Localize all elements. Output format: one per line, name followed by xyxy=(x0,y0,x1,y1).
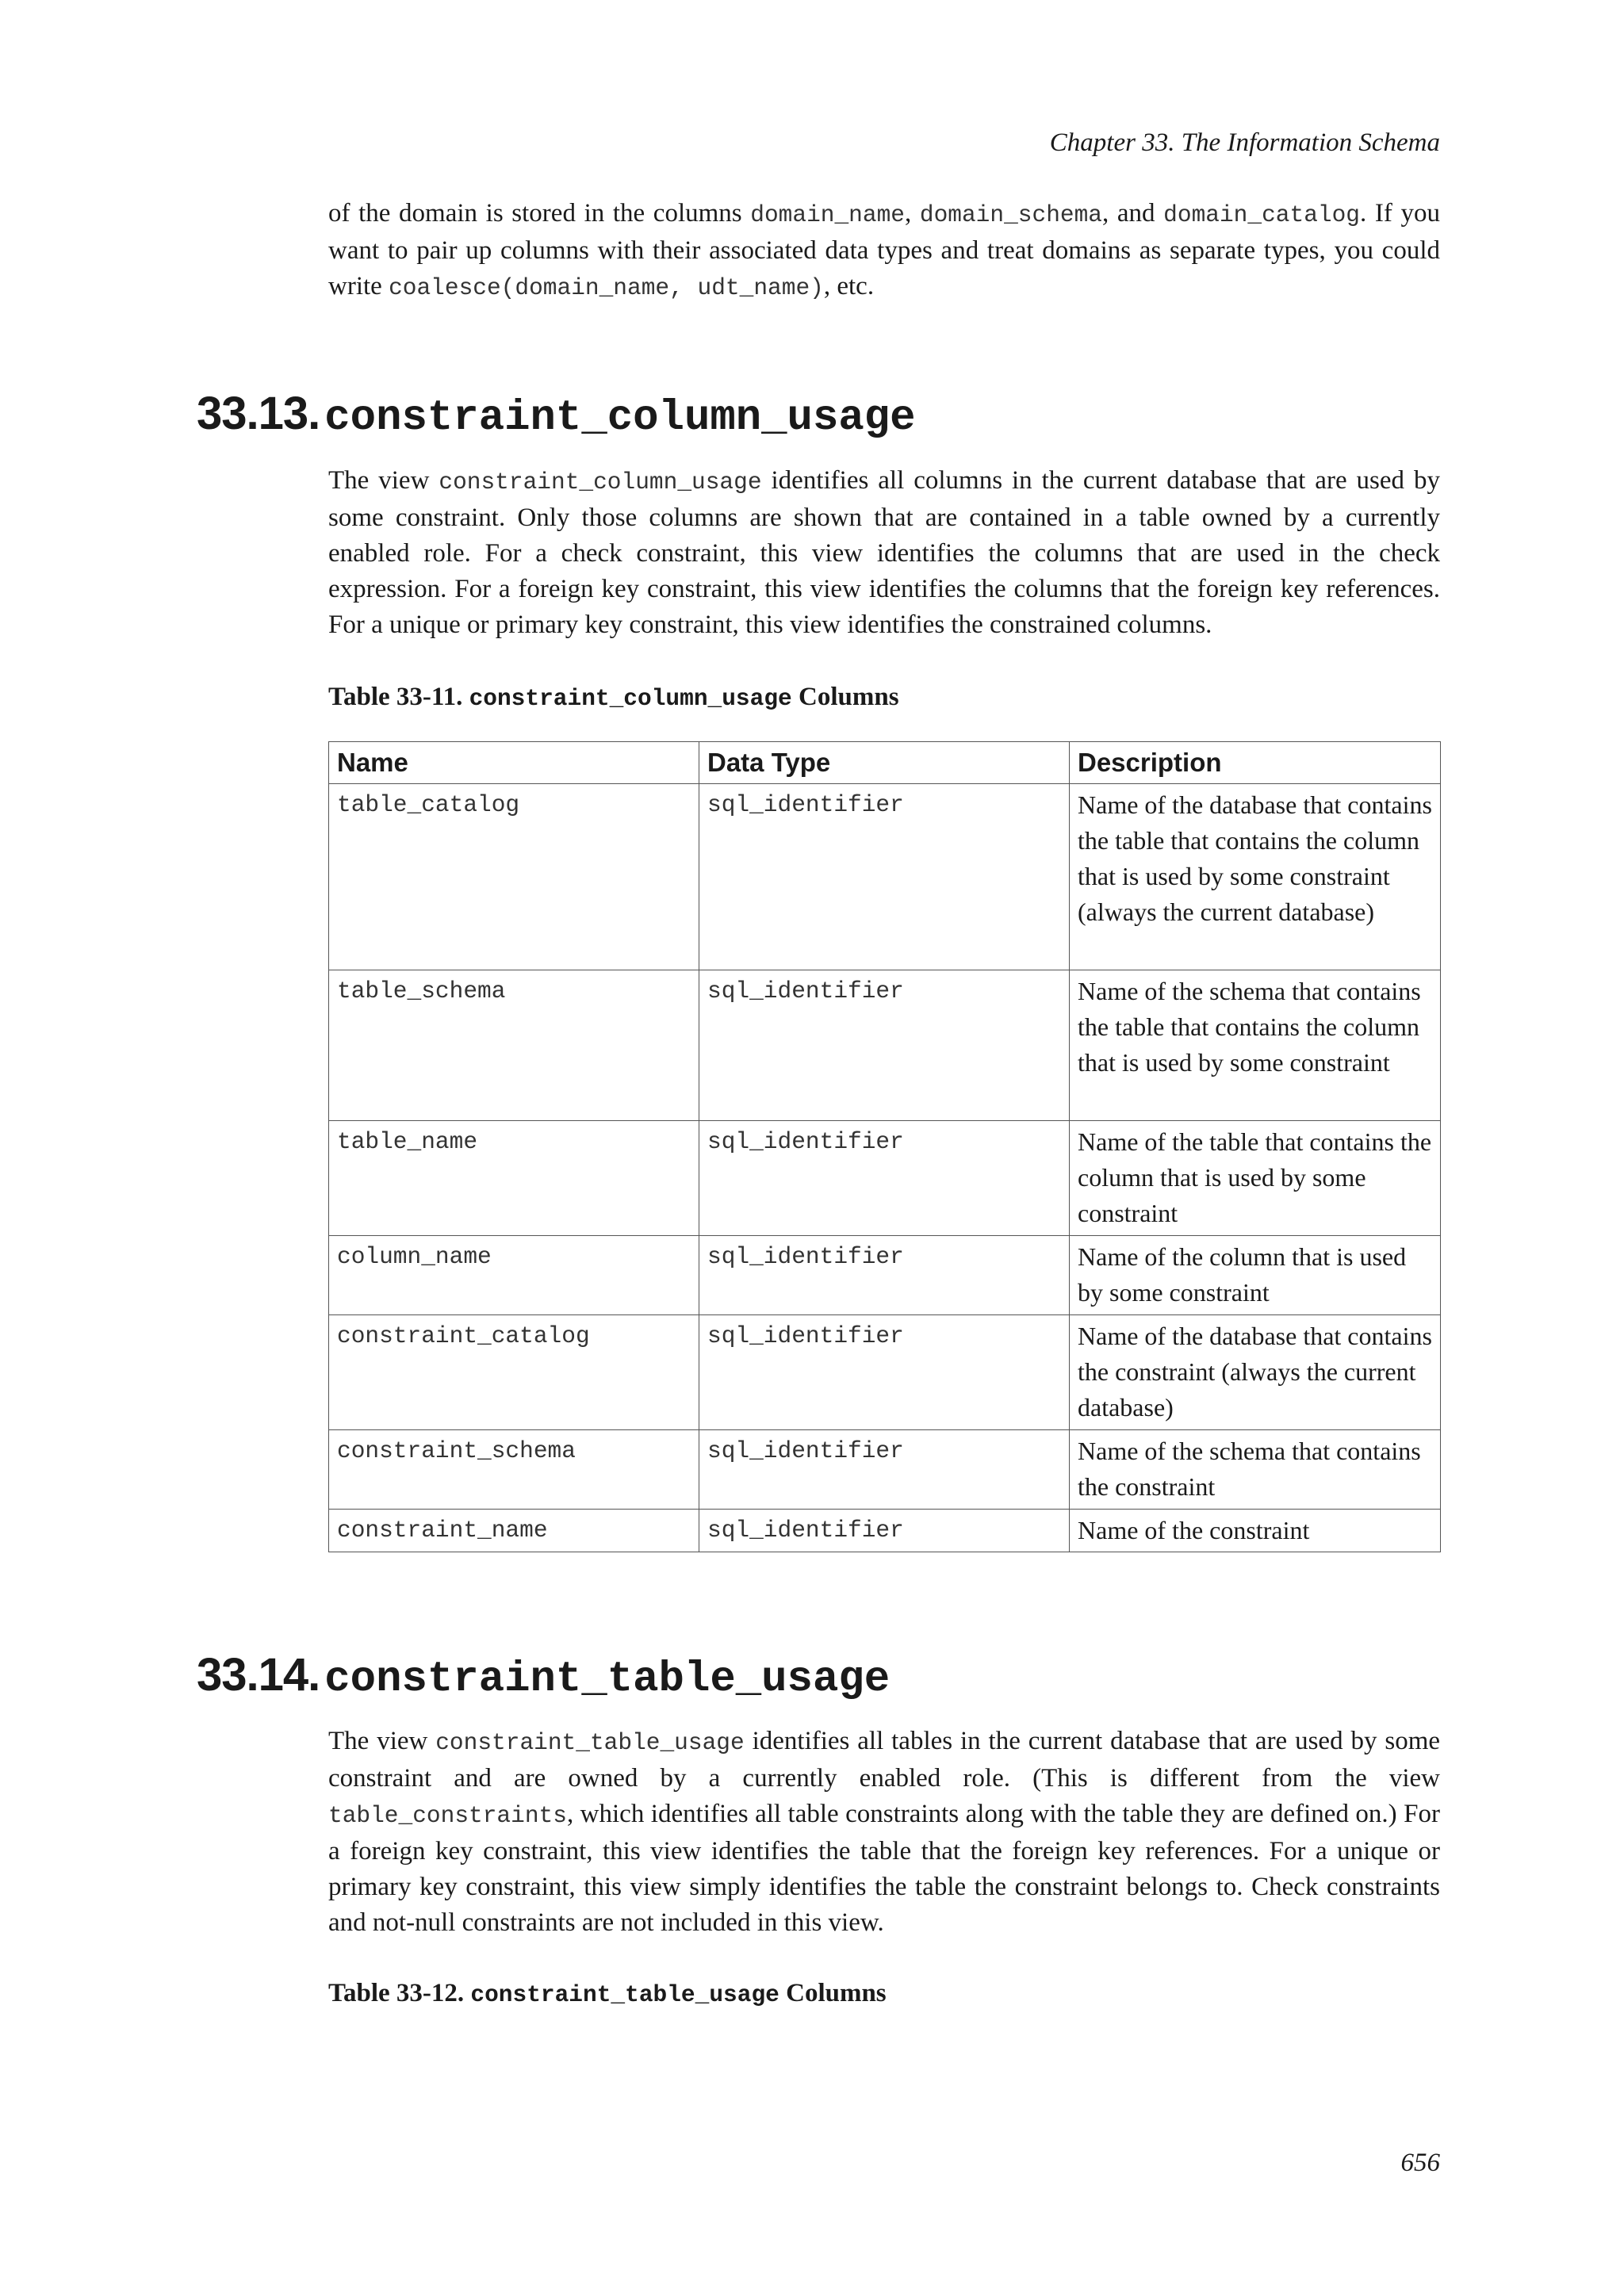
caption-code: constraint_column_usage xyxy=(469,685,792,712)
cell-name: table_catalog xyxy=(329,784,699,970)
section-heading-33-14 xyxy=(197,1648,890,1704)
cell-data-type: sql_identifier xyxy=(699,1236,1070,1315)
caption-prefix: Table 33-12. xyxy=(328,1979,471,2007)
text: The view xyxy=(328,1727,436,1755)
cell-description: Name of the schema that contains the constraint xyxy=(1070,1430,1441,1510)
table-row xyxy=(329,1236,1441,1315)
section-number: 33.14. xyxy=(197,1649,320,1701)
cell-description: Name of the schema that contains the table that contains the column that is used by some constraint xyxy=(1070,970,1441,1121)
cell-data-type: sql_identifier xyxy=(699,1430,1070,1510)
cell-data-type: sql_identifier xyxy=(699,970,1070,1121)
caption-suffix: Columns xyxy=(791,683,899,711)
text: , which identifies all table constraints along with the table they are defined on.) For a foreign key constraint, this view identifies the table that the foreign key references. For a unique or primary key constraint, this view simply identifies the table the constraint belongs to. Check constraints and not-null constraints are not included in this view. xyxy=(328,1800,1440,1937)
columns-table xyxy=(328,741,1441,1552)
text: of the domain is stored in the columns xyxy=(328,199,751,228)
section-name: constraint_table_usage xyxy=(324,1655,891,1704)
page-number: 656 xyxy=(1400,2149,1440,2177)
cell-description: Name of the column that is used by some constraint xyxy=(1070,1236,1441,1315)
code-span: domain_schema xyxy=(919,201,1103,228)
table-row xyxy=(329,1510,1441,1552)
cell-data-type: sql_identifier xyxy=(699,1121,1070,1236)
code-span: domain_catalog xyxy=(1163,201,1361,228)
column-header-name: Name xyxy=(329,742,699,784)
text: identifies all columns in the current database that are used by some constraint. Only those columns are shown that are contained in a table owned by a currently enabled role. For a check constraint, this view identifies the columns that are used in the check expression. For a foreign key constraint, this view identifies the columns that the foreign key references. For a unique or primary key constraint, this view identifies the constrained columns. xyxy=(328,466,1440,639)
section-33-14-paragraph xyxy=(328,1724,1440,1941)
running-header: Chapter 33. The Information Schema xyxy=(1049,128,1440,157)
cell-name: table_name xyxy=(329,1121,699,1236)
caption-prefix: Table 33-11. xyxy=(328,683,469,711)
column-header-description: Description xyxy=(1070,742,1441,784)
intro-paragraph xyxy=(328,196,1440,306)
table-row xyxy=(329,970,1441,1121)
table-header-row xyxy=(329,742,1441,784)
cell-description: Name of the constraint xyxy=(1070,1510,1441,1552)
cell-data-type: sql_identifier xyxy=(699,784,1070,970)
table-caption-33-12 xyxy=(328,1979,887,2008)
code-span: domain_name xyxy=(750,201,905,228)
caption-code: constraint_table_usage xyxy=(470,1981,779,2008)
table-row xyxy=(329,1121,1441,1236)
cell-name: constraint_name xyxy=(329,1510,699,1552)
table-row xyxy=(329,1430,1441,1510)
cell-data-type: sql_identifier xyxy=(699,1315,1070,1430)
cell-name: column_name xyxy=(329,1236,699,1315)
text: , and xyxy=(1102,199,1164,228)
cell-description: Name of the table that contains the column that is used by some constraint xyxy=(1070,1121,1441,1236)
cell-description: Name of the database that contains the table that contains the column that is used by some constraint (always the current database) xyxy=(1070,784,1441,970)
cell-name: constraint_schema xyxy=(329,1430,699,1510)
code-span: constraint_table_usage xyxy=(435,1729,745,1756)
section-heading-33-13 xyxy=(197,387,916,442)
text: The view xyxy=(328,466,439,495)
section-33-13-paragraph xyxy=(328,463,1440,643)
text: . If you want to pair up columns with their associated data types and treat domains as separate types, you could write xyxy=(328,199,1440,300)
cell-name: constraint_catalog xyxy=(329,1315,699,1430)
code-span: table_constraints xyxy=(328,1802,567,1829)
code-span: constraint_column_usage xyxy=(439,469,762,496)
cell-data-type: sql_identifier xyxy=(699,1510,1070,1552)
code-span: coalesce(domain_name, udt_name) xyxy=(389,274,824,301)
text: identifies all tables in the current database that are used by some constraint and are owned by a currently enabled role. (This is different from the view xyxy=(328,1727,1441,1793)
text: , etc. xyxy=(823,272,875,300)
table-row xyxy=(329,1315,1441,1430)
table-caption-33-11 xyxy=(328,683,899,712)
text: , xyxy=(905,199,920,228)
caption-suffix: Columns xyxy=(779,1979,887,2007)
table-row xyxy=(329,784,1441,970)
section-name: constraint_column_usage xyxy=(324,394,916,442)
section-number: 33.13. xyxy=(197,388,320,439)
column-header-data-type: Data Type xyxy=(699,742,1070,784)
cell-name: table_schema xyxy=(329,970,699,1121)
cell-description: Name of the database that contains the constraint (always the current database) xyxy=(1070,1315,1441,1430)
